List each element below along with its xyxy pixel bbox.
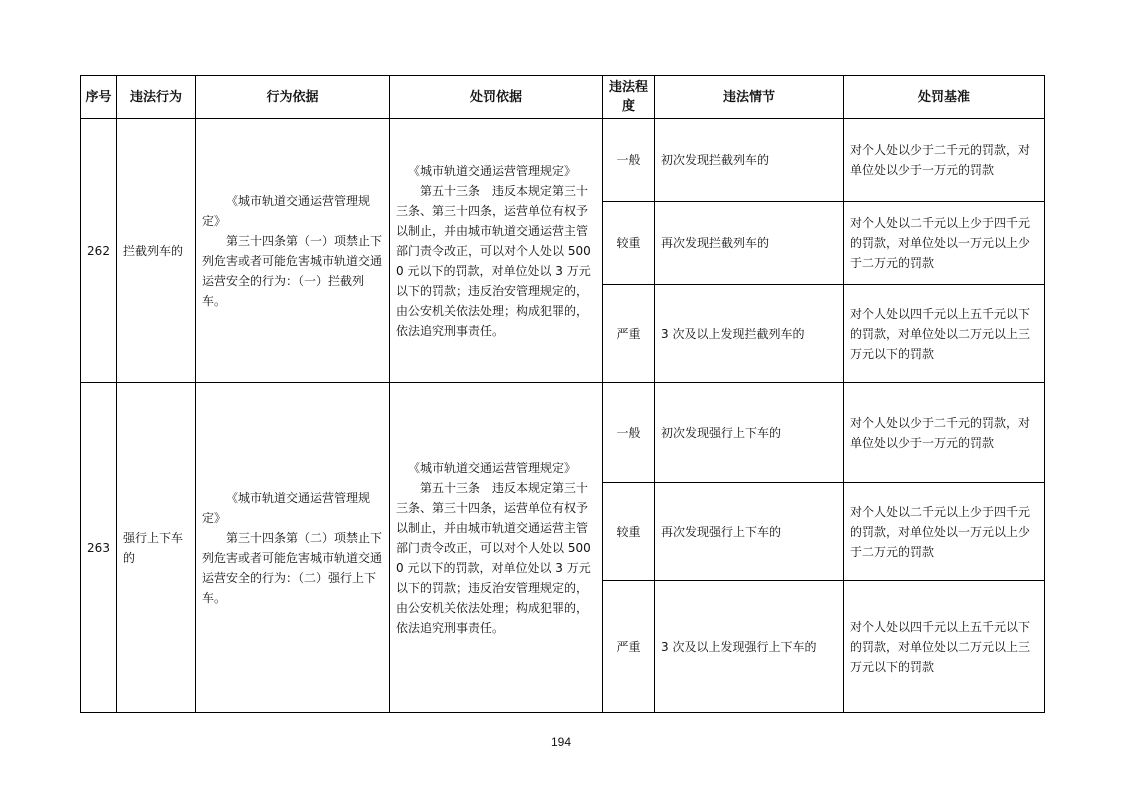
header-circumstance: 违法情节: [655, 76, 844, 119]
page-number: 194: [550, 735, 572, 749]
table-row: [81, 119, 1045, 202]
penalty-standards-table: [80, 75, 1045, 713]
standard-cell: 对个人处以二千元以上少于四千元的罚款，对单位处以一万元以上少于二万元的罚款: [844, 483, 1045, 581]
penalty-basis-body: 第五十三条 违反本规定第三十三条、第三十四条，运营单位有权予以制止，并由城市轨道交通运营主管部门责令改正，可以对个人处以 5000 元以下的罚款，对单位处以 3 万元以下的罚款；违反治安管理规定的，由公安机关依法处理；构成犯罪的，依法追究刑事责任。: [396, 183, 591, 338]
degree-cell: 较重: [603, 483, 655, 581]
circumstance-cell: 3 次及以上发现强行上下车的: [655, 581, 844, 713]
entry-number: 262: [81, 119, 117, 383]
header-basis: 行为依据: [196, 76, 390, 119]
header-seq: 序号: [81, 76, 117, 119]
entry-act: 强行上下车的: [117, 383, 196, 713]
standard-cell: 对个人处以四千元以上五千元以下的罚款，对单位处以二万元以上三万元以下的罚款: [844, 285, 1045, 383]
degree-cell: 一般: [603, 119, 655, 202]
degree-cell: 严重: [603, 581, 655, 713]
circumstance-cell: 初次发现拦截列车的: [655, 119, 844, 202]
penalty-basis-title: 《城市轨道交通运营管理规定》: [408, 163, 577, 178]
entry-act: 拦截列车的: [117, 119, 196, 383]
basis-title: 《城市轨道交通运营管理规定》: [202, 490, 371, 525]
standard-cell: 对个人处以四千元以上五千元以下的罚款，对单位处以二万元以上三万元以下的罚款: [844, 581, 1045, 713]
entry-penalty-basis: [390, 119, 603, 383]
standard-cell: 对个人处以少于二千元的罚款，对单位处以少于一万元的罚款: [844, 119, 1045, 202]
penalty-basis-body: 第五十三条 违反本规定第三十三条、第三十四条，运营单位有权予以制止，并由城市轨道交通运营主管部门责令改正，可以对个人处以 5000 元以下的罚款，对单位处以 3 万元以下的罚款；违反治安管理规定的，由公安机关依法处理；构成犯罪的，依法追究刑事责任。: [396, 480, 591, 635]
header-act: 违法行为: [117, 76, 196, 119]
degree-cell: 一般: [603, 383, 655, 483]
standard-cell: 对个人处以少于二千元的罚款，对单位处以少于一万元的罚款: [844, 383, 1045, 483]
degree-cell: 较重: [603, 202, 655, 285]
circumstance-cell: 再次发现拦截列车的: [655, 202, 844, 285]
standard-cell: 对个人处以二千元以上少于四千元的罚款，对单位处以一万元以上少于二万元的罚款: [844, 202, 1045, 285]
basis-title: 《城市轨道交通运营管理规定》: [202, 193, 371, 228]
header-standard: 处罚基准: [844, 76, 1045, 119]
header-penalty-basis: 处罚依据: [390, 76, 603, 119]
penalty-basis-title: 《城市轨道交通运营管理规定》: [408, 460, 577, 475]
degree-cell: 严重: [603, 285, 655, 383]
header-degree: 违法程度: [603, 76, 655, 119]
entry-number: 263: [81, 383, 117, 713]
basis-body: 第三十四条第（一）项禁止下列危害或者可能危害城市轨道交通运营安全的行为：（一）拦截列车。: [202, 233, 383, 308]
header-row: [81, 76, 1045, 119]
circumstance-cell: 初次发现强行上下车的: [655, 383, 844, 483]
circumstance-cell: 再次发现强行上下车的: [655, 483, 844, 581]
basis-body: 第三十四条第（二）项禁止下列危害或者可能危害城市轨道交通运营安全的行为：（二）强行上下车。: [202, 530, 383, 605]
circumstance-cell: 3 次及以上发现拦截列车的: [655, 285, 844, 383]
entry-penalty-basis: [390, 383, 603, 713]
entry-basis: [196, 119, 390, 383]
entry-basis: [196, 383, 390, 713]
table-row: [81, 383, 1045, 483]
